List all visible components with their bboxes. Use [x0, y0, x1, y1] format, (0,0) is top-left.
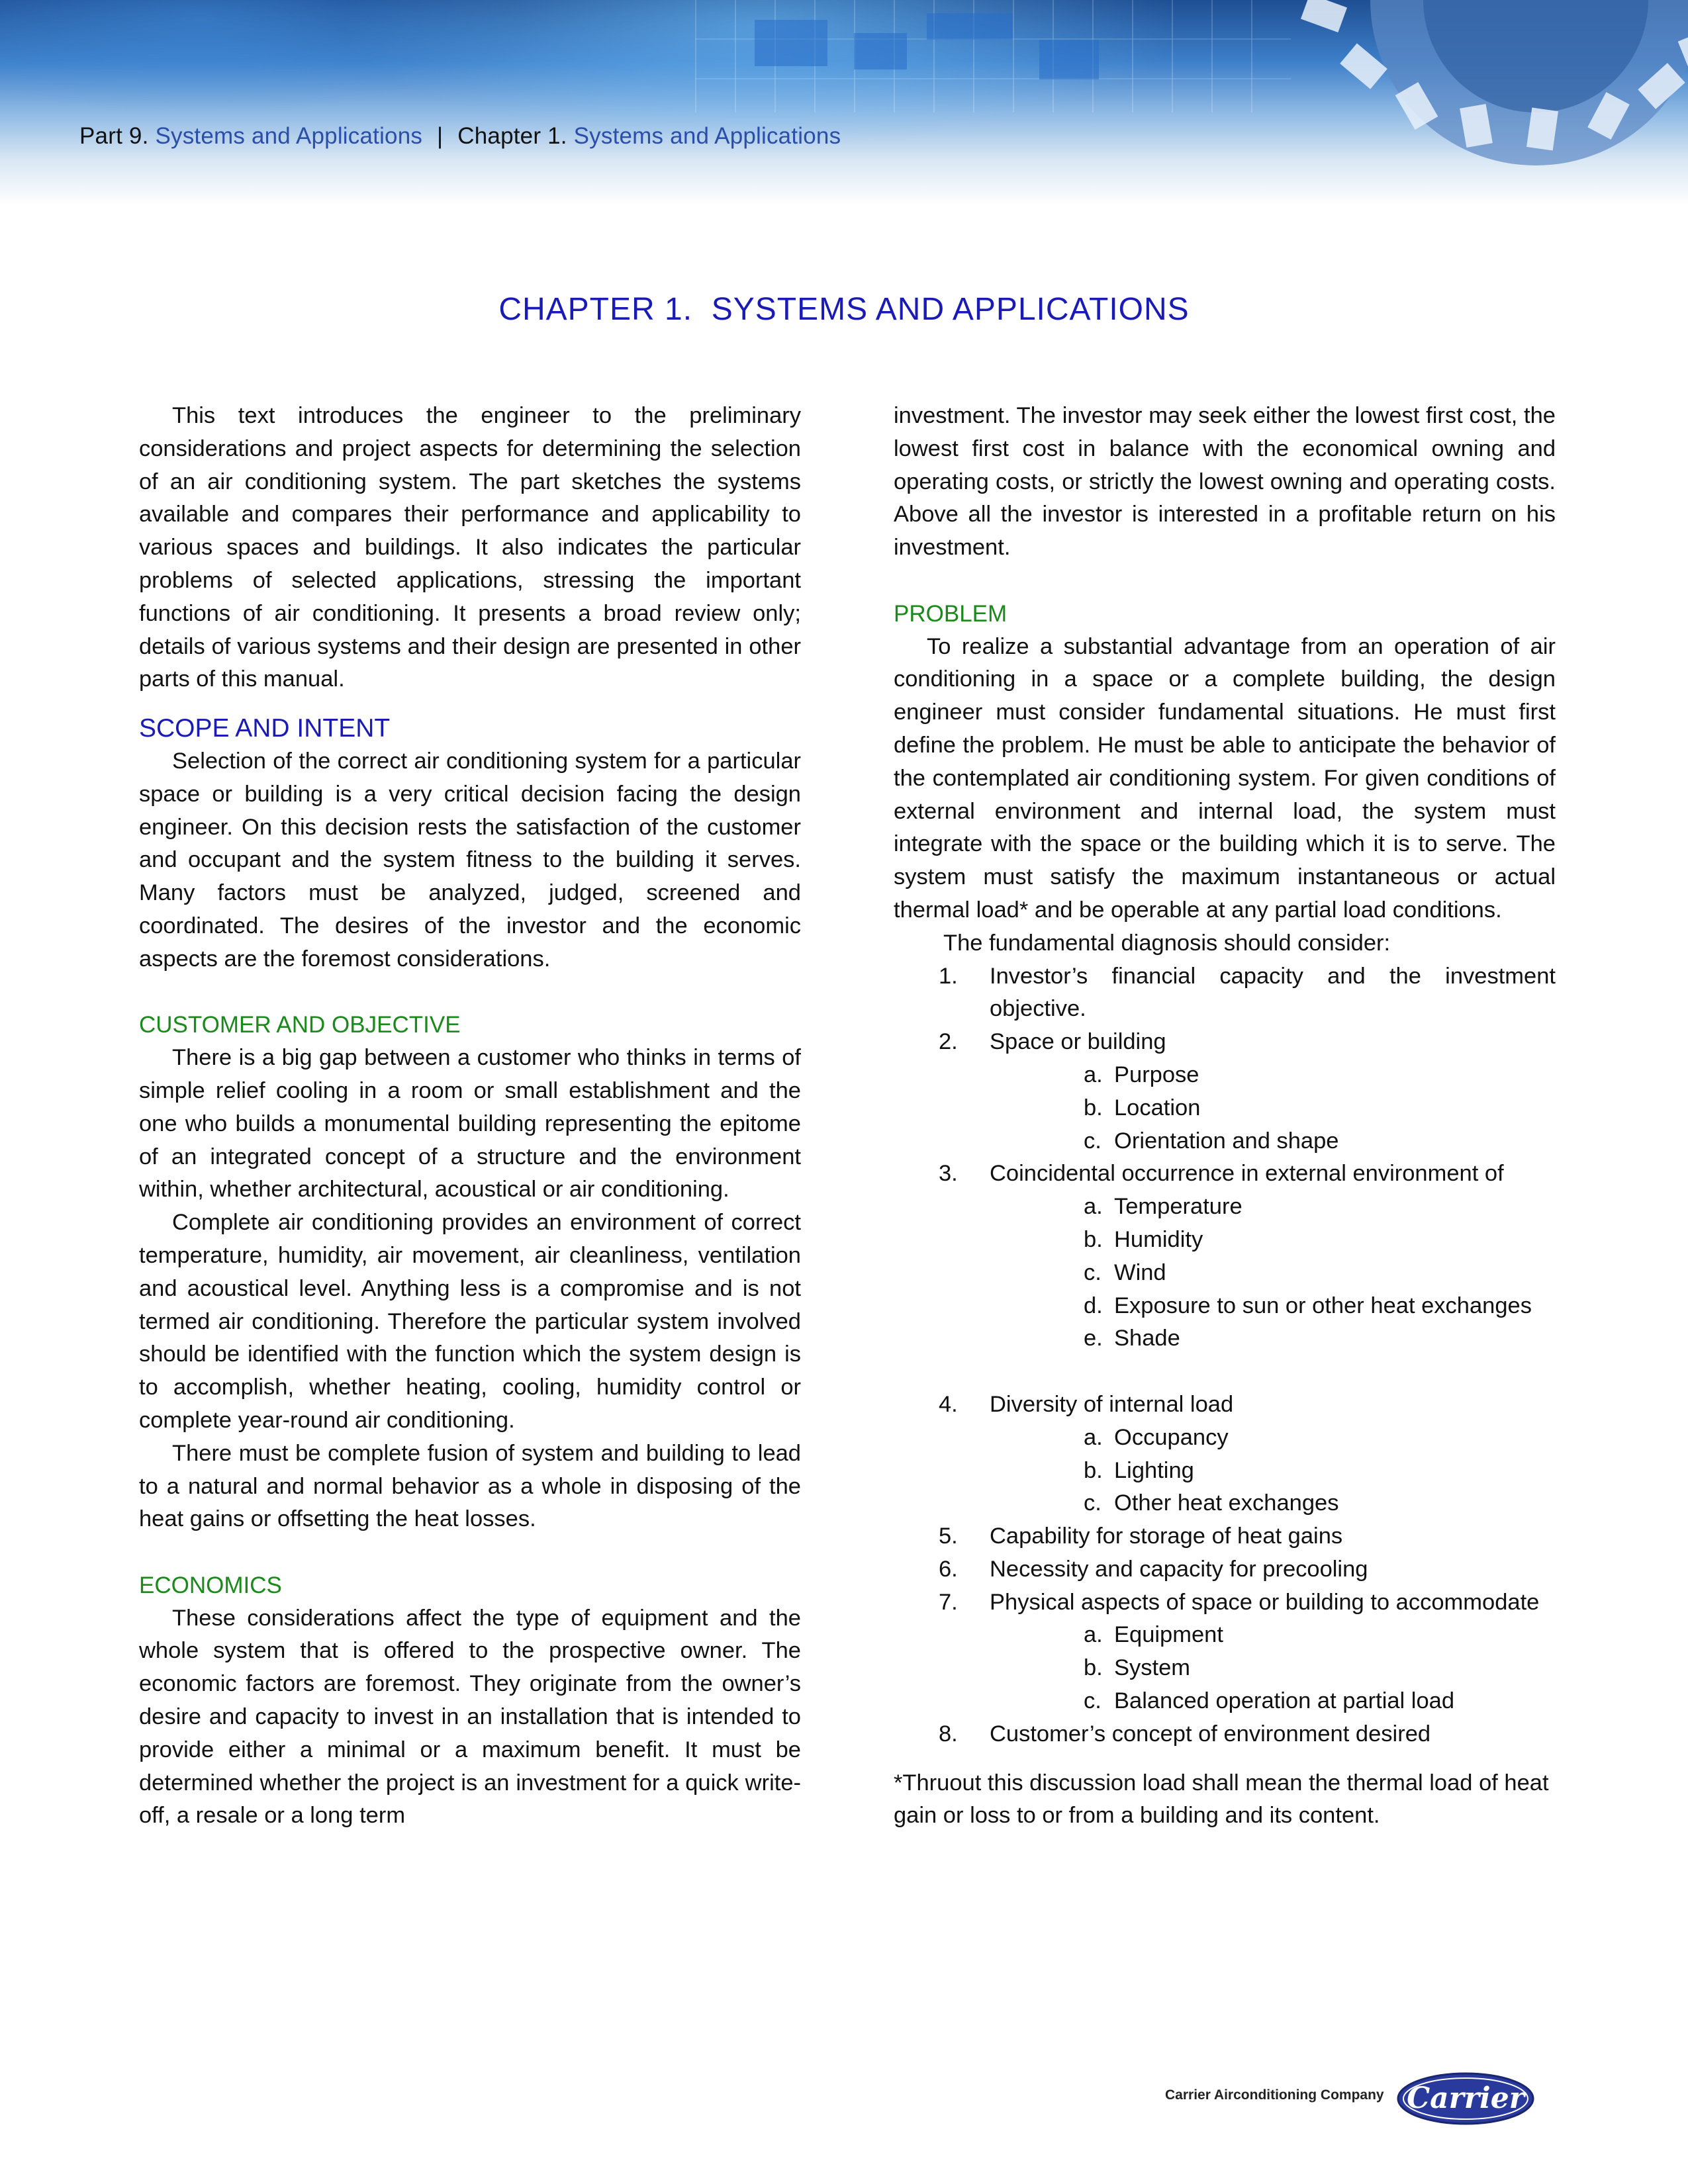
diagnosis-item-number: 5. — [939, 1524, 958, 1549]
diagnosis-subitem-text: Location — [1114, 1095, 1201, 1120]
diagnosis-subitem-letter: e. — [1084, 1326, 1103, 1351]
diagnosis-item-text: Capability for storage of heat gains — [990, 1524, 1343, 1549]
diagnosis-intro: The fundamental diagnosis should consider: — [943, 930, 1391, 956]
gear-icon — [1244, 0, 1688, 199]
diagnosis-subitem — [990, 1290, 1556, 1323]
customer-paragraph-2: Complete air conditioning provides an environment of correct temperature, humidity, air movement, air cleanliness, ventilation and acoustical level. Anything less is a compromise and is not termed air conditioning. Therefore the particular system involved should be identified with the function which the system design is to accomplish, whether heating, cooling, humidity control or complete year-round air conditioning. — [139, 1210, 801, 1433]
diagnosis-subitem-letter: a. — [1084, 1062, 1103, 1087]
left-column — [139, 400, 801, 1833]
diagnosis-subitem-letter: a. — [1084, 1194, 1103, 1220]
intro-paragraph: This text introduces the engineer to the preliminary considerations and project aspects for determining the selection of an air conditioning system. The part sketches the systems available and compares their performance and applicability to various spaces and buildings. It also indicates the particular problems of selected applications, stressing the important functions of air conditioning. It presents a broad review only; details of various systems and their design are presented in other parts of this manual. — [139, 403, 801, 692]
scope-paragraph: Selection of the correct air conditioning system for a particular space or building is a very critical decision facing the design engineer. On this decision rests the satisfaction of the customer and occupant and the system fitness to the building it serves. Many factors must be analyzed, judged, screened and coordinated. The desires of the investor and the economic aspects are the foremost considerations. — [139, 748, 801, 972]
scope-heading: SCOPE AND INTENT — [139, 714, 391, 743]
diagnosis-subitem-text: Humidity — [1114, 1226, 1203, 1252]
diagnosis-subitem — [990, 1322, 1556, 1355]
customer-paragraph-1: There is a big gap between a customer who thinks in terms of simple relief cooling in a room or small establishment and the one who builds a monumental building representing the epitome of an integrated concept of a structure and the environment within, whether architectural, acoustical or air conditioning. — [139, 1045, 801, 1203]
diagnosis-item-text: Investor’s financial capacity and the investment objective. — [990, 963, 1556, 1022]
diagnosis-item-number: 3. — [939, 1161, 958, 1187]
diagnosis-subitem — [990, 1487, 1556, 1520]
diagnosis-subitem-letter: d. — [1084, 1293, 1103, 1318]
diagnosis-item — [894, 1553, 1556, 1586]
breadcrumb-chapter-label: Chapter 1. — [457, 123, 567, 149]
diagnosis-item-text: Space or building — [990, 1029, 1166, 1055]
list-spacer — [894, 1355, 1556, 1388]
customer-paragraph-3: There must be complete fusion of system and building to lead to a natural and normal behavior as a whole in disposing of the heat gains or offsetting the heat losses. — [139, 1440, 801, 1532]
diagnosis-subitem — [990, 1125, 1556, 1158]
diagnosis-subitem — [990, 1224, 1556, 1257]
banner-decoration — [927, 13, 1013, 40]
diagnosis-item-text: Physical aspects of space or building to accommodate — [990, 1589, 1540, 1615]
diagnosis-item-number: 8. — [939, 1721, 958, 1747]
diagnosis-subitem-text: System — [1114, 1655, 1191, 1681]
diagnosis-sublist — [990, 1422, 1556, 1520]
diagnosis-item — [894, 960, 1556, 1026]
diagnosis-subitem-text: Purpose — [1114, 1062, 1199, 1087]
diagnosis-item — [894, 1520, 1556, 1553]
diagnosis-subitem — [990, 1685, 1556, 1718]
diagnosis-subitem-letter: b. — [1084, 1226, 1103, 1252]
banner-decoration — [755, 20, 827, 66]
diagnosis-subitem — [990, 1257, 1556, 1290]
breadcrumb-separator: | — [437, 123, 444, 149]
problem-paragraph: To realize a substantial advantage from an operation of air conditioning in a space or a complete building, the design engineer must consider fundamental situations. He must first define the problem. He must be able to anticipate the behavior of the contemplated air conditioning system. For given conditions of external environment and internal load, the system must integrate with the space or the building which it is to serve. The system must satisfy the maximum instantaneous or actual thermal load* and be operable at any partial load conditions. — [894, 633, 1556, 923]
diagnosis-subitem-text: Occupancy — [1114, 1424, 1229, 1450]
diagnosis-item — [894, 1388, 1556, 1520]
diagnosis-subitem-letter: c. — [1084, 1259, 1102, 1285]
diagnosis-item-text: Diversity of internal load — [990, 1391, 1234, 1417]
diagnosis-subitem — [990, 1455, 1556, 1488]
breadcrumb-part-name: Systems and Applications — [155, 123, 423, 149]
diagnosis-item-text: Necessity and capacity for precooling — [990, 1556, 1368, 1582]
diagnosis-item-text: Coincidental occurrence in external environment of — [990, 1161, 1504, 1187]
banner-decoration — [854, 33, 907, 69]
diagnosis-subitem-text: Shade — [1114, 1326, 1180, 1351]
diagnosis-subitem-text: Lighting — [1114, 1457, 1194, 1483]
diagnosis-subitem — [990, 1092, 1556, 1125]
diagnosis-subitem-text: Other heat exchanges — [1114, 1490, 1339, 1516]
diagnosis-subitem-letter: c. — [1084, 1490, 1102, 1516]
diagnosis-item — [894, 1026, 1556, 1158]
diagnosis-subitem-letter: c. — [1084, 1688, 1102, 1714]
diagnosis-subitem-text: Orientation and shape — [1114, 1128, 1339, 1154]
diagnosis-subitem-letter: b. — [1084, 1457, 1103, 1483]
diagnosis-sublist — [990, 1619, 1556, 1717]
footnote: *Thruout this discussion load shall mean the thermal load of heat gain or loss to or from a building and its content. — [894, 1770, 1549, 1829]
diagnosis-subitem-letter: b. — [1084, 1095, 1103, 1120]
diagnosis-subitem — [990, 1422, 1556, 1455]
diagnosis-subitem — [990, 1652, 1556, 1685]
header-banner — [0, 0, 1688, 205]
carrier-logo — [1395, 2070, 1536, 2127]
diagnosis-subitem-text: Temperature — [1114, 1194, 1243, 1220]
economics-continuation: investment. The investor may seek either the lowest first cost, the lowest first cost in balance with the economical owning and operating costs, or strictly the lowest owning and operating costs. Above all the investor is interested in a profitable return on his investment. — [894, 403, 1556, 561]
breadcrumb-chapter-name: Systems and Applications — [573, 123, 841, 149]
diagnosis-subitem — [990, 1191, 1556, 1224]
diagnosis-sublist — [990, 1059, 1556, 1158]
diagnosis-subitem — [990, 1059, 1556, 1092]
diagnosis-item-number: 1. — [939, 963, 958, 989]
diagnosis-item — [894, 1158, 1556, 1355]
footer-company-name: Carrier Airconditioning Company — [1165, 2087, 1384, 2103]
diagnosis-subitem-text: Equipment — [1114, 1622, 1223, 1648]
banner-decoration — [1039, 40, 1099, 79]
diagnosis-subitem-text: Wind — [1114, 1259, 1166, 1285]
right-column — [894, 400, 1556, 1833]
diagnosis-item — [894, 1586, 1556, 1718]
diagnosis-subitem-letter: b. — [1084, 1655, 1103, 1681]
diagnosis-sublist — [990, 1191, 1556, 1355]
diagnosis-subitem-letter: a. — [1084, 1622, 1103, 1648]
diagnosis-item-number: 7. — [939, 1589, 958, 1615]
diagnosis-subitem — [990, 1619, 1556, 1652]
diagnosis-item-number: 4. — [939, 1391, 958, 1417]
diagnosis-item-text: Customer’s concept of environment desired — [990, 1721, 1431, 1747]
diagnosis-list — [894, 960, 1556, 1751]
diagnosis-subitem-letter: c. — [1084, 1128, 1102, 1154]
economics-paragraph: These considerations affect the type of equipment and the whole system that is offered to the prospective owner. The economic factors are foremost. They originate from the owner’s desire and capacity to invest in an installation that is intended to provide either a minimal or a maximum benefit. It must be determined whether the project is an investment for a quick write-off, a resale or a long term — [139, 1605, 801, 1829]
breadcrumb-part-label: Part 9. — [79, 123, 149, 149]
diagnosis-subitem-text: Balanced operation at partial load — [1114, 1688, 1455, 1714]
diagnosis-subitem-letter: a. — [1084, 1424, 1103, 1450]
diagnosis-item — [894, 1718, 1556, 1751]
diagnosis-subitem-text: Exposure to sun or other heat exchanges — [1114, 1293, 1532, 1318]
diagnosis-item-number: 2. — [939, 1029, 958, 1055]
economics-heading: ECONOMICS — [139, 1572, 282, 1598]
breadcrumb — [79, 123, 841, 150]
diagnosis-item-number: 6. — [939, 1556, 958, 1582]
chapter-title: CHAPTER 1. SYSTEMS AND APPLICATIONS — [498, 292, 1190, 327]
problem-heading: PROBLEM — [894, 600, 1008, 627]
logo-text: Carrier — [1407, 2081, 1524, 2115]
customer-heading: CUSTOMER AND OBJECTIVE — [139, 1012, 461, 1038]
